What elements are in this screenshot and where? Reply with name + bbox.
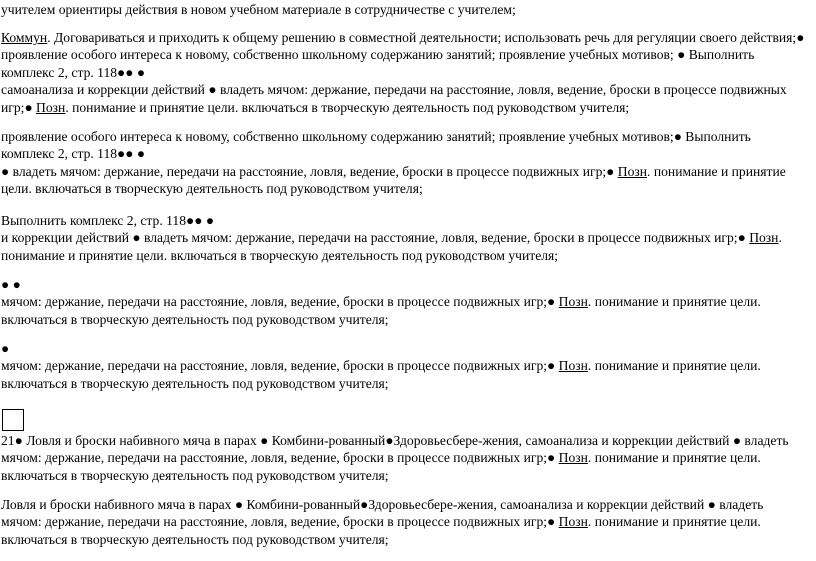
pozn-link[interactable]: Позн (558, 358, 588, 374)
paragraph-2 (1, 128, 806, 198)
paragraph-6-text-2: . понимание и принятие цели. включаться в творческую деятельность под руководством учителя; (1, 450, 761, 483)
paragraph-0 (1, 1, 516, 18)
paragraph-1-text-6: . понимание и принятие цели. включаться в творческую деятельность под руководством учителя; (65, 99, 630, 115)
paragraph-1-text-2: ● проявление особого интереса к новому, собственно школьному содержанию занятий; проявление учебных мотивов; (1, 30, 805, 63)
pozn-link[interactable]: Позн (558, 294, 588, 310)
empty-table-cell (2, 409, 24, 431)
paragraph-4-text-3: . понимание и принятие цели. включаться в творческую деятельность под руководством учителя; (1, 294, 761, 327)
paragraph-3-text-1: Выполнить комплекс 2, стр. 118●● ● (1, 213, 215, 228)
paragraph-1-text-3: ● Выполнить комплекс 2, стр. 118●● ● (1, 47, 755, 80)
paragraph-1-text-5: ● (24, 99, 37, 115)
paragraph-3 (1, 212, 806, 264)
paragraph-7 (1, 496, 806, 548)
paragraph-6-text-1: 21● Ловля и броски набивного мяча в парах ● Комбини-рованный●Здоровьесбере-жения, самоанализа и коррекции действий ● владеть мячом: держание, передачи на расстояние, ловля, ведение, броски в процессе подвижных игр;● (1, 433, 789, 466)
paragraph-1 (1, 29, 806, 116)
paragraph-7-text-2: . понимание и принятие цели. включаться в творческую деятельность под руководством учителя; (1, 514, 761, 547)
paragraph-3-text-2: и коррекции действий ● владеть мячом: держание, передачи на расстояние, ловля, ведение, броски в процессе подвижных игр;● (1, 230, 750, 246)
pozn-link[interactable]: Позн (749, 230, 779, 246)
paragraph-2-text-3: . понимание и принятие цели. включаться в творческую деятельность под руководством учителя; (1, 163, 786, 197)
paragraph-1-text-1: . Договариваться и приходить к общему решению в совместной деятельности; использовать речь для регуляции своего действия; (47, 30, 797, 45)
pozn-link[interactable]: Позн (558, 450, 588, 466)
paragraph-7-text-1: Ловля и броски набивного мяча в парах ● Комбини-рованный●Здоровьесбере-жения, самоанализа и коррекции действий ● владеть мячом: держание, передачи на расстояние, ловля, ведение, броски в процессе подвижных игр;● (1, 497, 764, 530)
pozn-link[interactable]: Позн (617, 163, 648, 179)
bullet-dot: ● (1, 341, 10, 356)
paragraph-2-text-2: ● владеть мячом: держание, передачи на расстояние, ловля, ведение, броски в процессе подвижных игр;● (1, 163, 618, 179)
paragraph-1-text-4: самоанализа и коррекции действий ● владеть мячом: держание, передачи на расстояние, ловля, ведение, броски в процессе подвижных игр; (1, 82, 787, 115)
paragraph-2-text-1: проявление особого интереса к новому, собственно школьному содержанию занятий; проявление учебных мотивов;● Выполнить комплекс 2, стр. 118●● ● (1, 129, 751, 162)
paragraph-4 (1, 276, 806, 328)
paragraph-5 (1, 340, 806, 392)
kommun-link[interactable]: Коммун (1, 30, 48, 45)
paragraph-0-text: учителем ориентиры действия в новом учебном материале в сотрудничестве с учителем; (1, 2, 516, 17)
paragraph-5-text-2: мячом: держание, передачи на расстояние, ловля, ведение, броски в процессе подвижных игр;● (1, 358, 559, 374)
paragraph-6 (1, 432, 806, 484)
bullet-dots: ● ● (1, 277, 21, 292)
paragraph-3-text-3: . понимание и принятие цели. включаться в творческую деятельность под руководством учителя; (1, 230, 782, 263)
pozn-link[interactable]: Позн (36, 99, 66, 115)
paragraph-4-text-2: мячом: держание, передачи на расстояние, ловля, ведение, броски в процессе подвижных игр;● (1, 294, 559, 310)
paragraph-5-text-3: . понимание и принятие цели. включаться в творческую деятельность под руководством учителя; (1, 358, 761, 391)
pozn-link[interactable]: Позн (558, 514, 588, 530)
